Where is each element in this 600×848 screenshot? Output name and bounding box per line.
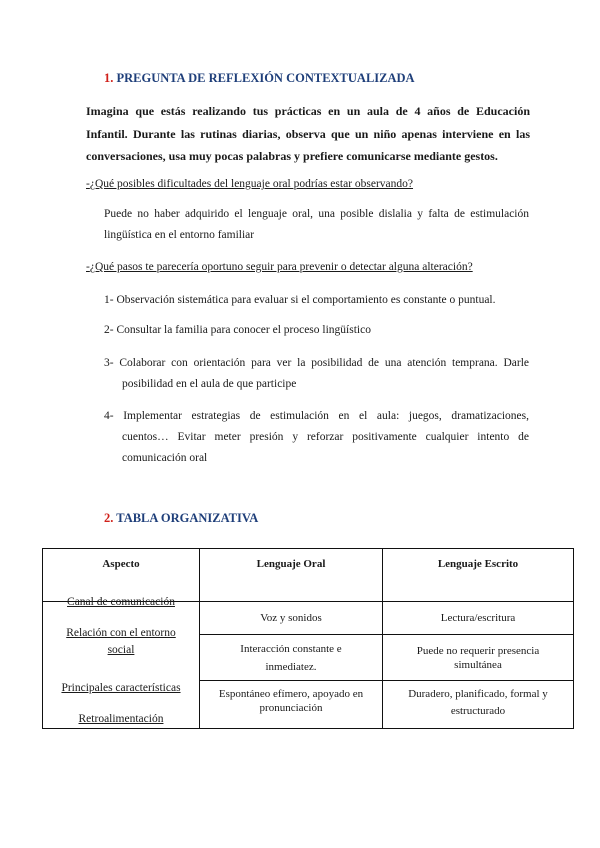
table-row — [43, 602, 574, 635]
cell-text: Espontáneo efímero, apoyado en — [218, 688, 364, 700]
step-3-line: posibilidad en el aula de que participe — [122, 378, 297, 390]
step-3 — [104, 353, 529, 395]
table-header-row — [43, 549, 574, 602]
answer-1-line: lingüística en el entorno familiar — [104, 229, 255, 241]
table-cell-escrito — [383, 681, 574, 729]
aspect-text: Canal de comunicación — [67, 596, 175, 608]
aspect-item — [43, 712, 199, 726]
aspect-text: Principales características — [61, 682, 181, 694]
question-1-text: ¿Qué posibles dificultades del lenguaje oral podrías estar observando? — [89, 178, 414, 190]
intro-line: Infantil. Durante las rutinas diarias, observa que un niño apenas interviene en las — [86, 126, 530, 141]
cell-text: Puede no requerir presencia — [416, 644, 540, 657]
step-2 — [104, 320, 371, 341]
section-1-title: PREGUNTA DE REFLEXIÓN CONTEXTUALIZADA — [116, 71, 415, 85]
aspect-item — [43, 681, 199, 695]
table-cell-oral — [200, 635, 383, 681]
section-2-heading — [104, 511, 258, 526]
question-2-text: ¿Qué pasos te parecería oportuno seguir para prevenir o detectar alguna alteración? — [89, 261, 473, 273]
step-4-line: comunicación oral — [122, 452, 208, 464]
table-header-oral: Lenguaje Oral — [200, 549, 383, 602]
step-4-line: cuentos… Evitar meter presión y reforzar positivamente cualquier intento de — [122, 431, 529, 443]
cell-text: Voz y sonidos — [260, 612, 322, 624]
aspect-text: social — [107, 644, 135, 656]
cell-text: Duradero, planificado, formal y — [408, 688, 548, 700]
intro-line: Imagina que estás realizando tus prácticas en un aula de 4 años de Educación — [86, 104, 530, 118]
table-cell-oral — [200, 602, 383, 635]
answer-1 — [104, 204, 529, 246]
section-1-number: 1. — [104, 71, 114, 85]
step-4-line: 4- Implementar estrategias de estimulación en el aula: juegos, dramatizaciones, — [104, 410, 529, 422]
cell-text: simultánea — [454, 658, 502, 671]
cell-text: inmediatez. — [265, 660, 317, 673]
section-1-heading — [104, 71, 415, 86]
step-4 — [104, 406, 529, 469]
aspect-item — [43, 595, 199, 609]
section-2-title: TABLA ORGANIZATIVA — [116, 511, 259, 525]
cell-text: estructurado — [450, 705, 506, 717]
step-1-line: 1- Observación sistemática para evaluar si el comportamiento es constante o puntual. — [104, 294, 496, 306]
question-2 — [86, 261, 473, 273]
question-2-bullet: - — [86, 261, 90, 273]
question-1-bullet: - — [86, 178, 90, 190]
table-header-aspecto: Aspecto — [43, 549, 200, 602]
section-2-number: 2. — [104, 511, 114, 525]
table-cell-oral — [200, 681, 383, 729]
aspect-item — [43, 626, 199, 657]
organization-table — [42, 548, 574, 729]
table-header-escrito: Lenguaje Escrito — [383, 549, 574, 602]
answer-1-line: Puede no haber adquirido el lenguaje oral, una posible dislalia y falta de estimulación — [104, 208, 529, 220]
table-cell-escrito — [383, 602, 574, 635]
cell-text: pronunciación — [259, 702, 323, 714]
cell-text: Lectura/escritura — [440, 612, 516, 624]
question-1 — [86, 178, 413, 190]
table-cell-escrito — [383, 635, 574, 681]
aspect-column — [43, 596, 200, 729]
step-3-line: 3- Colaborar con orientación para ver la posibilidad de una atención temprana. Darle — [104, 357, 529, 369]
aspect-text: Relación con el entorno — [66, 627, 176, 639]
intro-paragraph — [86, 100, 530, 168]
step-2-line: 2- Consultar la familia para conocer el proceso lingüístico — [104, 324, 371, 336]
intro-line: conversaciones, usa muy pocas palabras y prefiere comunicarse mediante gestos. — [86, 149, 498, 163]
aspect-text: Retroalimentación — [78, 713, 164, 725]
cell-text: Interacción constante e — [240, 642, 342, 655]
step-1 — [104, 290, 496, 311]
